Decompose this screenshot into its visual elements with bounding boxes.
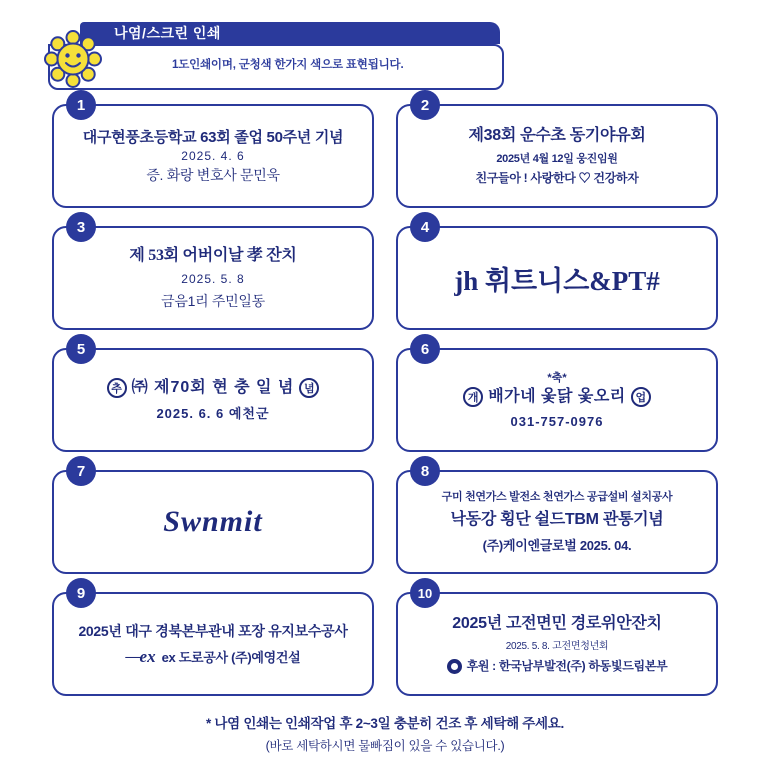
- sample-line-3: (주)케이엔글로벌 2025. 04.: [482, 538, 632, 553]
- sample-card-6[interactable]: [396, 340, 718, 452]
- sample-line-1: 제 53회 어버이날 孝 잔치: [129, 247, 297, 264]
- circle-badge-left: 추: [107, 378, 127, 398]
- sample-number-badge: 5: [66, 334, 96, 364]
- sample-line-1: *축*: [547, 372, 567, 384]
- sample-card-body: [52, 592, 374, 696]
- sample-line-3: 금음1리 주민일동: [161, 293, 265, 309]
- sample-row: [52, 462, 718, 574]
- sample-number-badge: 4: [410, 212, 440, 242]
- sample-line-2-text: ex 도로공사 (주)예영건설: [161, 649, 301, 665]
- sample-row: [52, 584, 718, 696]
- sample-line-2: 2025. 5. 8: [181, 272, 245, 286]
- sample-row: [52, 96, 718, 208]
- sample-line-2: [126, 647, 301, 667]
- sample-line-3: 증. 화랑 변호사 문민욱: [146, 167, 280, 183]
- sample-card-body: [52, 470, 374, 574]
- circle-badge-left: 개: [463, 387, 483, 407]
- sample-card-body: [52, 226, 374, 330]
- sample-number-badge: 1: [66, 90, 96, 120]
- sample-row: [52, 340, 718, 452]
- footer-note-line-2: (바로 세탁하시면 물빠짐이 있을 수 있습니다.): [265, 739, 505, 753]
- sample-line-2: 2025. 6. 6 예천군: [156, 406, 270, 421]
- sample-number-badge: 8: [410, 456, 440, 486]
- page-header: [22, 22, 748, 88]
- sample-line-2: 2025년 4월 12일 웅진임원: [496, 153, 618, 165]
- sample-card-8[interactable]: [396, 462, 718, 574]
- sample-card-2[interactable]: [396, 96, 718, 208]
- sample-card-5[interactable]: [52, 340, 374, 452]
- circle-badge-right: 업: [631, 387, 651, 407]
- sample-line-2: 2025. 4. 6: [181, 149, 245, 163]
- sample-line-1: jh 휘트니스&PT#: [454, 265, 660, 296]
- page-title: 나염/스크린 인쇄: [114, 25, 221, 41]
- expressway-logo-icon: — ex: [125, 647, 156, 666]
- sample-card-body: [396, 348, 718, 452]
- sample-line-1: 구미 천연가스 발전소 천연가스 공급설비 설치공사: [441, 491, 673, 503]
- sample-card-body: [396, 470, 718, 574]
- sample-card-9[interactable]: [52, 584, 374, 696]
- sample-card-body: [52, 348, 374, 452]
- sample-card-3[interactable]: [52, 218, 374, 330]
- sample-card-10[interactable]: [396, 585, 718, 696]
- sample-line-1: 2025년 고전면민 경로위안잔치: [452, 615, 662, 632]
- sample-number-badge: 10: [410, 578, 440, 608]
- sample-line-2: 2025. 5. 8. 고전면청년회: [505, 641, 609, 652]
- kospo-logo-icon: [447, 659, 462, 674]
- sample-number-badge: 9: [66, 578, 96, 608]
- sample-line-1: 2025년 대구 경북본부관내 포장 유지보수공사: [78, 623, 348, 639]
- sample-card-body: [52, 104, 374, 208]
- sample-line-1: 대구현풍초등학교 63회 졸업 50주년 기념: [82, 129, 344, 146]
- sample-grid: [52, 96, 718, 714]
- sample-line-2: 낙동강 횡단 쉴드TBM 관통기념: [450, 511, 664, 528]
- sample-card-body: [396, 592, 718, 696]
- sample-line-2-text: 배가네 옻닭 옻오리: [488, 388, 626, 405]
- sample-line-1: [104, 377, 323, 399]
- sample-card-7[interactable]: [52, 462, 374, 574]
- sample-number-badge: 7: [66, 456, 96, 486]
- sample-card-body: [396, 104, 718, 208]
- header-subtitle: 1도인쇄이며, 군청색 한가지 색으로 표현됩니다.: [172, 59, 404, 71]
- sample-line-2: [460, 386, 654, 408]
- sample-card-body: [396, 226, 718, 330]
- sample-line-3: 031-757-0976: [510, 414, 604, 429]
- sample-line-1-text: ㈜ 제70회 현 충 일 념: [131, 379, 295, 396]
- sample-card-4[interactable]: [396, 218, 718, 330]
- sample-row: [52, 218, 718, 330]
- sample-line-3: [447, 658, 668, 675]
- sample-line-1: 제38회 운수초 동기야유회: [468, 127, 646, 144]
- sample-card-1[interactable]: [52, 96, 374, 208]
- sample-line-3: 친구들아 ! 사랑한다 ♡ 건강하자: [475, 171, 639, 185]
- sample-line-3-text: 후원 : 한국남부발전(주) 하동빛드림본부: [466, 659, 668, 673]
- smiling-flower-icon: [44, 30, 102, 88]
- sample-number-badge: 6: [410, 334, 440, 364]
- sample-number-badge: 2: [410, 90, 440, 120]
- sample-number-badge: 3: [66, 212, 96, 242]
- circle-badge-right: 념: [299, 378, 319, 398]
- footer-note: [0, 712, 770, 754]
- footer-note-line-1: * 나염 인쇄는 인쇄작업 후 2~3일 충분히 건조 후 세탁해 주세요.: [206, 716, 564, 731]
- sample-line-1: Swnmit: [163, 505, 263, 538]
